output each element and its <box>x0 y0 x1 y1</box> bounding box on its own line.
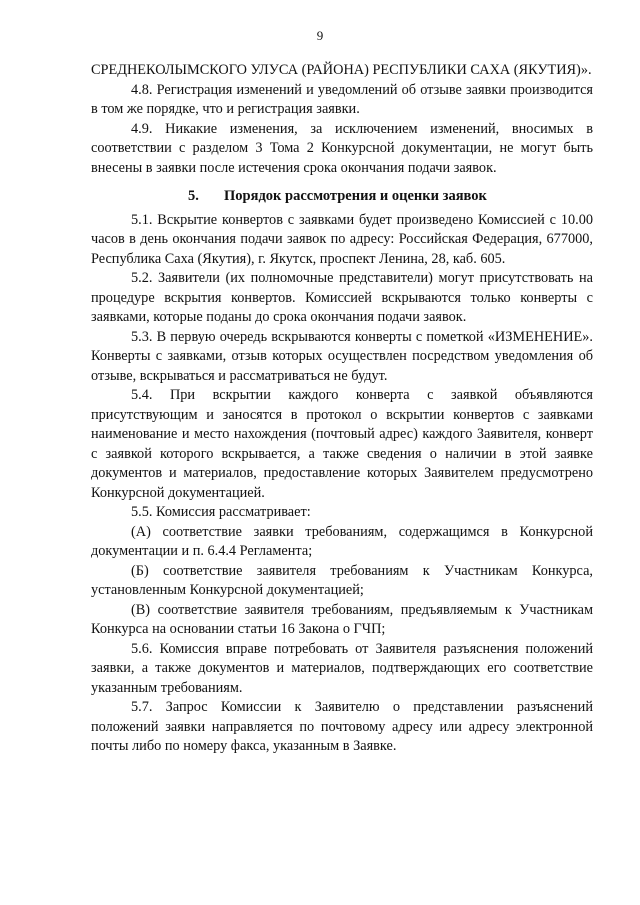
paragraph-5-5-b: (Б) соответствие заявителя требованиям к Участникам Конкурса, установленным Конкурсной документацией; <box>91 562 593 598</box>
paragraph-5-6: 5.6. Комиссия вправе потребовать от Заявителя разъяснения положений заявки, а также документов и материалов, подтверждающих его соответствие указанным требованиям. <box>91 640 593 696</box>
section-number: 5. <box>188 188 199 204</box>
paragraph-5-5: 5.5. Комиссия рассматривает: <box>131 504 311 520</box>
paragraph-continuation: СРЕДНЕКОЛЫМСКОГО УЛУСА (РАЙОНА) РЕСПУБЛИКИ САХА (ЯКУТИЯ)». <box>91 62 592 78</box>
paragraph-5-2: 5.2. Заявители (их полномочные представители) могут присутствовать на процедуре вскрытия конвертов. Комиссией вскрываются только конверты с заявками, которые поданы до срока окончания подачи заявок. <box>91 270 593 325</box>
paragraph-5-5-a: (А) соответствие заявки требованиям, содержащимся в Конкурсной документации и п. 6.4.4 Регламента; <box>91 523 593 559</box>
document-body <box>91 61 593 757</box>
paragraph-4-8: 4.8. Регистрация изменений и уведомлений об отзыве заявки производится в том же порядке, что и регистрация заявки. <box>91 81 593 117</box>
section-title: Порядок рассмотрения и оценки заявок <box>224 188 487 204</box>
section-heading <box>91 187 593 207</box>
paragraph-5-1: 5.1. Вскрытие конвертов с заявками будет произведено Комиссией с 10.00 часов в день окончания подачи заявок по адресу: Российская Федерация, 677000, Республика Саха (Якутия), г. Якутск, проспект Ленина, 28, каб. 605. <box>91 211 593 267</box>
paragraph-5-5-v: (В) соответствие заявителя требованиям, предъявляемым к Участникам Конкурса на основании статьи 16 Закона о ГЧП; <box>91 601 593 637</box>
paragraph-5-3: 5.3. В первую очередь вскрываются конверты с пометкой «ИЗМЕНЕНИЕ». Конверты с заявками, отзыв которых осуществлен посредством уведомления об отзыве, вскрываться и рассматриваться не будут. <box>91 328 593 384</box>
paragraph-5-7: 5.7. Запрос Комиссии к Заявителю о представлении разъяснений положений заявки направляется по почтовому адресу или адресу электронной почты либо по номеру факса, указанным в Заявке. <box>91 699 593 754</box>
paragraph-4-9: 4.9. Никакие изменения, за исключением изменений, вносимых в соответствии с разделом 3 Тома 2 Конкурсной документации, не могут быть внесены в заявки после истечения срока окончания подачи заявок. <box>91 120 593 176</box>
paragraph-5-4: 5.4. При вскрытии каждого конверта с заявкой объявляются присутствующим и заносятся в протокол о вскрытии конвертов с заявками наименование и место нахождения (почтовый адрес) каждого Заявителя, конверт с заявкой которого вскрывается, а также сведения о наличии в этой заявке документов и материалов, предоставление которых Заявителем предусмотрено Конкурсной документацией. <box>91 387 593 501</box>
page-number: 9 <box>316 28 324 43</box>
